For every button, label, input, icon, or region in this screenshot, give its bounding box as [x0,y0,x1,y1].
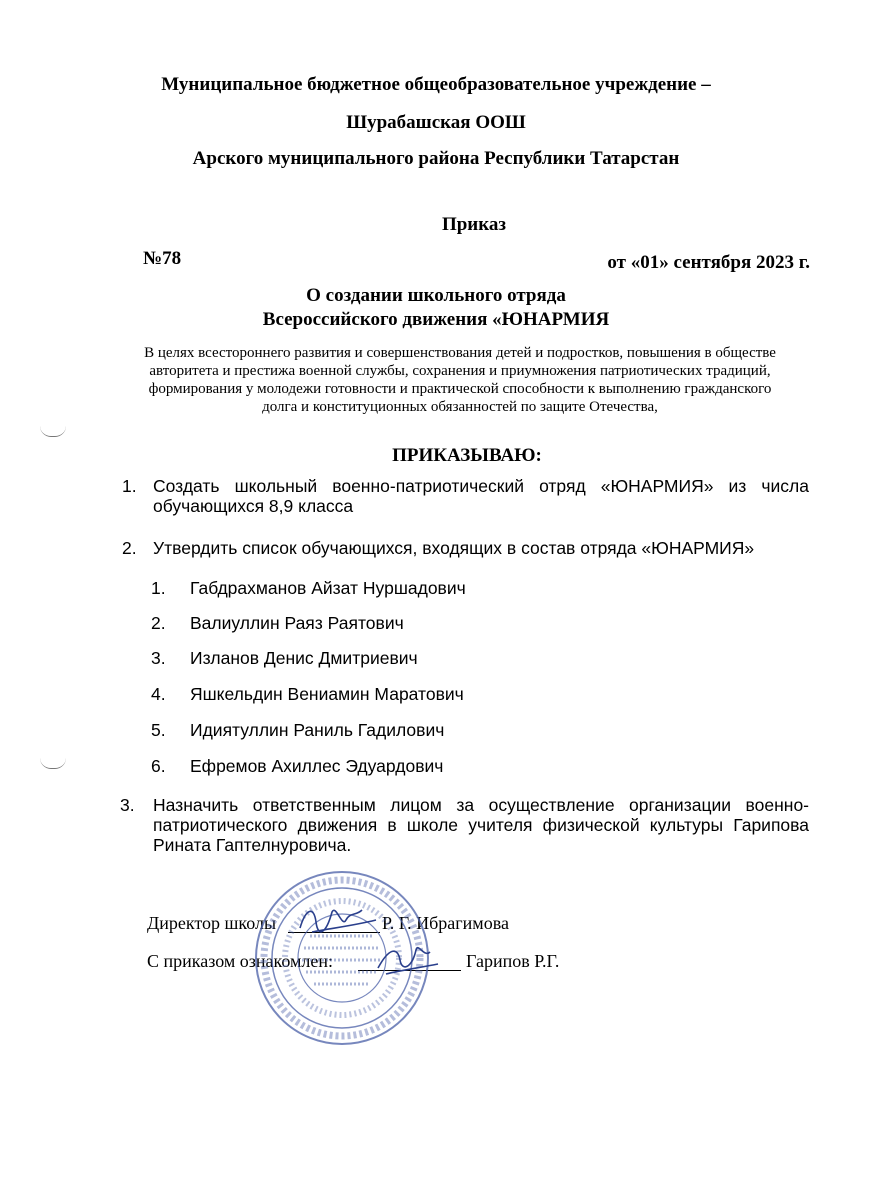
member-name: Валиуллин Раяз Раятович [190,613,404,633]
punch-mark [40,758,66,769]
member-number: 3. [151,648,166,668]
item-number: 2. [122,538,137,558]
director-label: Директор школы [147,913,277,933]
punch-mark [40,426,66,437]
member-name: Изланов Денис Дмитриевич [190,648,418,668]
member-number: 4. [151,684,166,704]
member-name: Идиятуллин Раниль Гадилович [190,720,445,740]
header-district: Арского муниципального района Республики Татарстан [192,148,680,169]
order-label: Приказ [441,214,507,235]
order-title-line1: О создании школьного отряда [306,285,566,306]
item-text: Назначить ответственным лицом за осуществление организации военно-патриотического движения в школе учителя физической культуры Гарипова Рината Гаптелнуровича. [153,795,809,855]
member-number: 2. [151,613,166,633]
member-name: Ефремов Ахиллес Эдуардович [190,756,444,776]
header-institution: Муниципальное бюджетное общеобразовательное учреждение – [161,74,711,95]
item-number: 3. [120,795,135,815]
director-name: Р. Г. Ибрагимова [382,913,509,933]
order-title-line2: Всероссийского движения «ЮНАРМИЯ [262,309,610,330]
director-signature-icon [292,898,382,940]
item-text: Утвердить список обучающихся, входящих в состав отряда «ЮНАРМИЯ» [153,538,755,558]
preamble: В целях всестороннего развития и совершенствования детей и подростков, повышения в обществе авторитета и престижа военной службы, сохранения и приумножения патриотических традиций, формирования у молодежи готовности и практической способности к выполнению гражданского долга и конституционных обязанностей по защите Отечества, [144,345,776,415]
member-number: 1. [151,578,166,598]
member-number: 6. [151,756,166,776]
acknowledgment-signature-icon [372,938,442,982]
member-number: 5. [151,720,166,740]
order-number: №78 [143,248,182,269]
header-school: Шурабашская ООШ [346,112,526,133]
directive-heading: ПРИКАЗЫВАЮ: [392,445,542,466]
order-date: от «01» сентября 2023 г. [607,252,810,273]
acknowledgment-label: С приказом ознакомлен: [147,951,334,971]
item-text: Создать школьный военно-патриотический отряд «ЮНАРМИЯ» из числа обучающихся 8,9 класса [153,476,809,516]
member-name: Габдрахманов Айзат Нуршадович [190,578,466,598]
member-name: Яшкельдин Вениамин Маратович [190,684,464,704]
item-number: 1. [122,476,137,496]
acknowledgment-name: Гарипов Р.Г. [466,951,560,971]
